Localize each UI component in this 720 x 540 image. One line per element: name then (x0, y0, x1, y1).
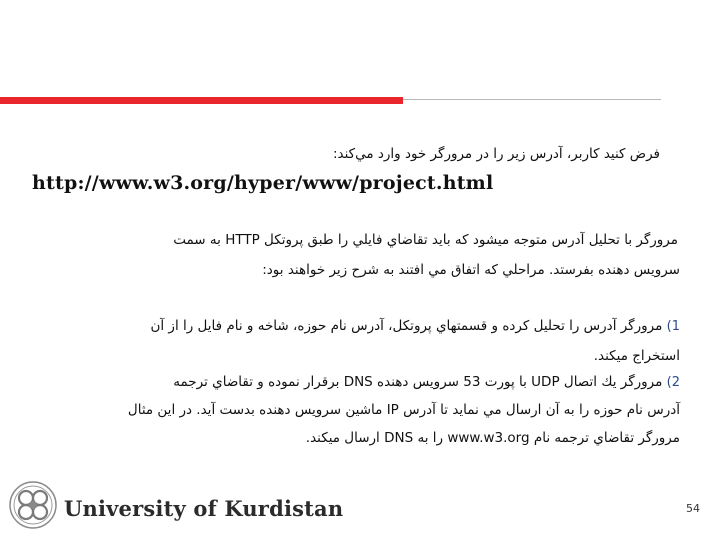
university-seal-logo (8, 480, 58, 530)
step-2-line-1 (173, 374, 680, 390)
intro-text: فرض كنيد كاربر، آدرس زير را در مرورگر خود وارد مي‌كند: (332, 146, 660, 162)
step-text: مرورگر يك اتصال UDP با پورت 53 سرويس دهنده DNS برقرار نموده و تقاضاي ترجمه (173, 374, 663, 390)
page-number: 54 (686, 502, 700, 515)
paragraph-line: سرويس دهنده بفرستد. مراحلي كه اتفاق مي افتند به شرح زير خواهند بود: (262, 262, 680, 278)
paragraph-line: مرورگر با تحليل آدرس متوجه ميشود كه بايد تقاضاي فايلي را طبق پروتكل HTTP به سمت (173, 232, 678, 248)
title-divider-line (403, 99, 661, 100)
step-number: 1) (666, 319, 680, 334)
university-name: University of Kurdistan (64, 496, 344, 521)
title-accent-bar (0, 97, 403, 104)
step-1-line-2: استخراج ميكند. (593, 348, 680, 364)
example-url: http://www.w3.org/hyper/www/project.html (32, 172, 494, 194)
step-2-line-3: مرورگر تقاضاي ترجمه نام www.w3.org را به DNS ارسال ميكند. (305, 430, 680, 446)
step-2-line-2: آدرس نام حوزه را به آن ارسال مي نمايد تا آدرس IP ماشين سرويس دهنده بدست آيد. در اين مثال (127, 402, 680, 418)
step-1-line-1 (150, 318, 680, 334)
step-number: 2) (666, 375, 680, 390)
step-text: مرورگر آدرس را تحليل كرده و قسمتهاي پروتكل، آدرس نام حوزه، شاخه و نام فايل را از آن (150, 318, 663, 334)
